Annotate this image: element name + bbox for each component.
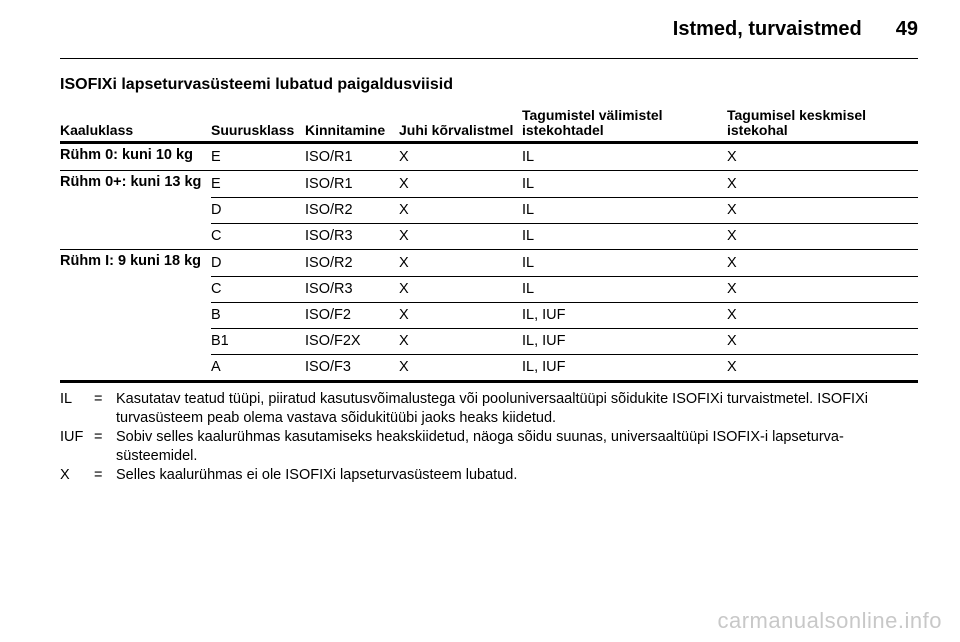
table-cell: IL [522, 250, 727, 277]
table-row [60, 250, 918, 277]
legend-text: Kasutatav teatud tüüpi, piiratud kasutusvõimalustega või pooluniversaaltüüpi sõidukite ISOFIXi turvaistmetel. ISOFIXi turvasüsteem peab olema vastava sõidukitüübi jaoks heaks kiidetud. [116, 391, 868, 426]
table-cell: X [727, 328, 918, 354]
legend-text: Sobiv selles kaalurühmas kasutamiseks heakskiidetud, näoga sõidu suunas, universaaltüüpi ISOFIX-i lapseturva-süsteemidel. [116, 429, 844, 464]
table-row [60, 302, 918, 328]
legend-key: IUF [60, 429, 84, 445]
table-cell: X [399, 171, 522, 198]
table-cell: ISO/F2X [305, 328, 399, 354]
legend-key: IL [60, 391, 73, 407]
table-cell: IL [522, 223, 727, 250]
table-cell: IL, IUF [522, 354, 727, 382]
weight-group-cell [60, 197, 211, 223]
table-cell: X [727, 171, 918, 198]
column-header: Suurusklass [211, 104, 305, 143]
table-cell: C [211, 276, 305, 302]
table-cell: X [727, 276, 918, 302]
column-header: Kaaluklass [60, 104, 211, 143]
weight-group-cell [60, 276, 211, 302]
table-cell: X [399, 276, 522, 302]
legend [60, 390, 920, 485]
table-cell: ISO/R3 [305, 223, 399, 250]
table-cell: X [727, 302, 918, 328]
header-rule [60, 58, 918, 59]
legend-item [60, 390, 920, 428]
column-header: Tagumistel välimistel istekohtadel [522, 104, 727, 143]
table-cell: X [399, 354, 522, 382]
table-cell: ISO/R1 [305, 171, 399, 198]
table-row [60, 143, 918, 171]
column-header: Tagumisel keskmisel istekohal [727, 104, 918, 143]
table-cell: ISO/F2 [305, 302, 399, 328]
table-cell: IL, IUF [522, 302, 727, 328]
legend-eq: = [94, 391, 103, 407]
table-cell: X [399, 328, 522, 354]
table-cell: X [399, 143, 522, 171]
table-cell: X [727, 354, 918, 382]
watermark: carmanualsonline.info [717, 608, 942, 633]
table-cell: ISO/R3 [305, 276, 399, 302]
weight-group-cell [60, 354, 211, 382]
isofix-table [60, 104, 918, 383]
table-body [60, 143, 918, 382]
legend-key: X [60, 467, 70, 483]
legend-eq: = [94, 429, 103, 445]
table-cell: E [211, 171, 305, 198]
table-cell: X [727, 250, 918, 277]
table-cell: A [211, 354, 305, 382]
table-cell: IL [522, 197, 727, 223]
table-row [60, 197, 918, 223]
weight-group-cell: Rühm 0+: kuni 13 kg [60, 174, 202, 190]
table-cell: IL [522, 143, 727, 171]
table-cell: IL [522, 276, 727, 302]
table-cell: X [727, 197, 918, 223]
table-cell: D [211, 197, 305, 223]
table-cell: D [211, 250, 305, 277]
page-header [60, 18, 918, 46]
table-row [60, 354, 918, 382]
table-cell: ISO/R2 [305, 250, 399, 277]
table-cell: X [727, 223, 918, 250]
weight-group-cell [60, 223, 211, 250]
table-cell: X [399, 223, 522, 250]
table-cell: B [211, 302, 305, 328]
weight-group-cell [60, 328, 211, 354]
page-number: 49 [895, 18, 918, 40]
legend-item [60, 466, 920, 485]
legend-item [60, 428, 920, 466]
column-header: Kinnitamine [305, 104, 399, 143]
table-cell: X [727, 143, 918, 171]
legend-text: Selles kaalurühmas ei ole ISOFIXi lapseturvasüsteem lubatud. [116, 467, 518, 483]
table-cell: IL, IUF [522, 328, 727, 354]
table-cell: E [211, 143, 305, 171]
legend-eq: = [94, 467, 103, 483]
table-header-row [60, 104, 918, 143]
table-cell: X [399, 197, 522, 223]
table-cell: C [211, 223, 305, 250]
table-cell: ISO/R2 [305, 197, 399, 223]
table-cell: X [399, 250, 522, 277]
weight-group-cell: Rühm I: 9 kuni 18 kg [60, 253, 201, 269]
table-row [60, 223, 918, 250]
table-cell: ISO/F3 [305, 354, 399, 382]
table-cell: X [399, 302, 522, 328]
table-cell: ISO/R1 [305, 143, 399, 171]
weight-group-cell [60, 302, 211, 328]
page-header-title: Istmed, turvaistmed [672, 18, 862, 40]
table-cell: B1 [211, 328, 305, 354]
section-title: ISOFIXi lapseturvasüsteemi lubatud paigaldusviisid [60, 76, 453, 93]
table-row [60, 328, 918, 354]
table-row [60, 276, 918, 302]
weight-group-cell: Rühm 0: kuni 10 kg [60, 143, 211, 171]
table-cell: IL [522, 171, 727, 198]
table-row [60, 171, 918, 198]
column-header: Juhi kõrvalistmel [399, 104, 522, 143]
